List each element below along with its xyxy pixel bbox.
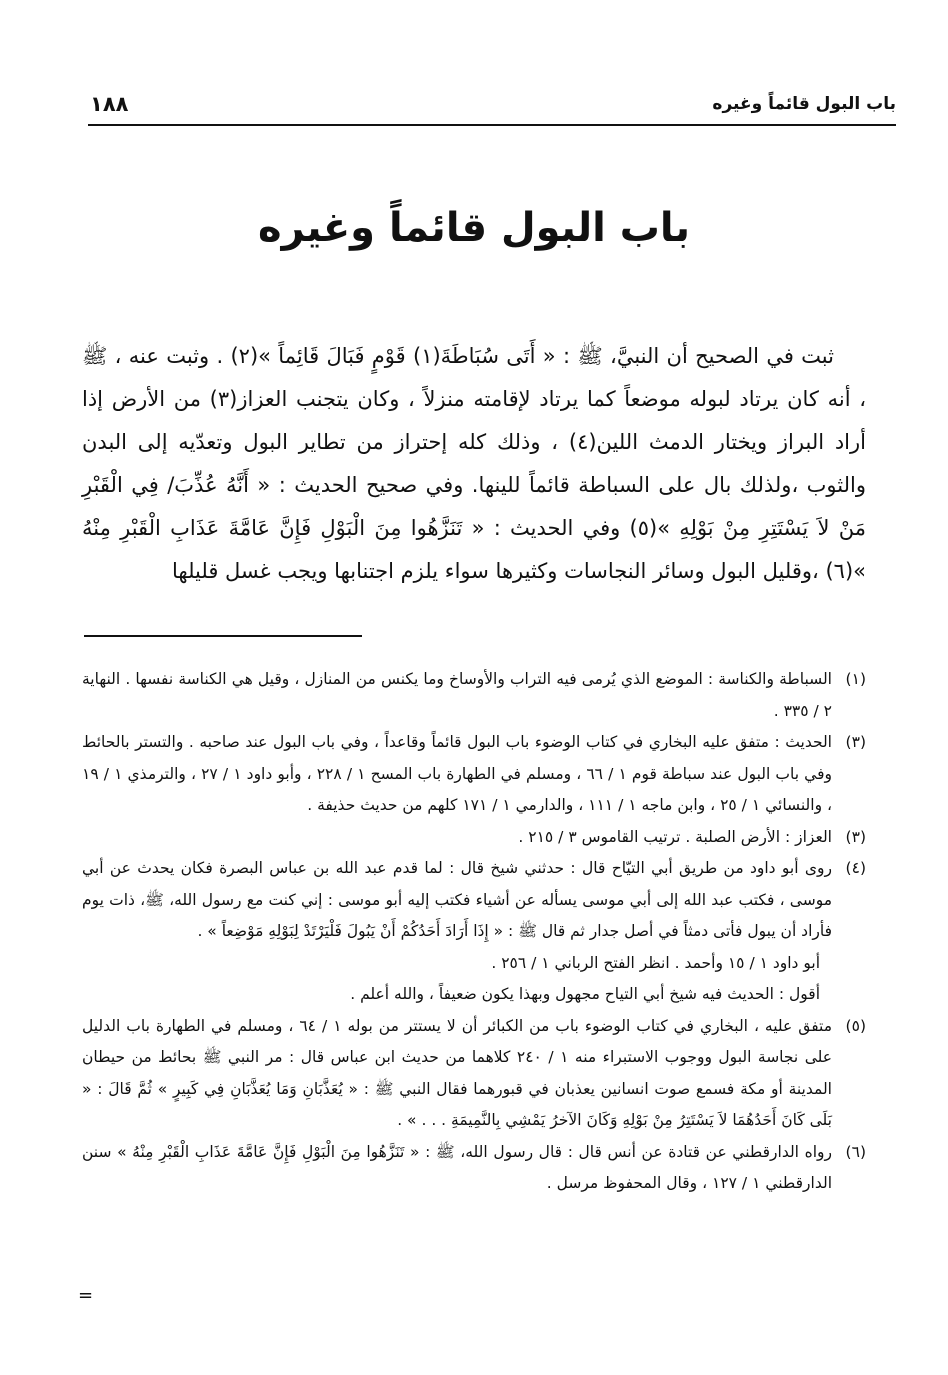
footnote-4-comment: [82, 979, 866, 1011]
page-header: [90, 92, 896, 122]
page-number: ١٨٨: [90, 92, 129, 116]
footnote-6: [82, 1137, 866, 1200]
footnote-text: أقول : الحديث فيه شيخ أبي التياح مجهول وبهذا يكون ضعيفاً ، والله أعلم .: [350, 985, 820, 1003]
footnote-text: متفق عليه ، البخاري في كتاب الوضوء باب من الكبائر أن لا يستتر من بوله ١ / ٦٤ ، ومسلم في الطهارة باب الدليل على نجاسة البول ووجوب الاستبراء منه ١ / ٢٤٠ كلاهما من حديث ابن عباس قال : مر النبي ﷺ بحائط من حيطان المدينة أو مكة فسمع صوت انسانين يعذبان في قبورهما فقال النبي ﷺ : « يُعَذَّبَانِ وَمَا يُعَذَّبَانِ فِي كَبِيرٍ » ثُمَّ قَالَ : « بَلَى كَانَ أَحَدُهُمَا لاَ يَسْتَتِرُ مِنْ بَوْلِهِ وَكَانَ الآخرُ يَمْشِي بِالنَّمِيمَةِ . . . » .: [82, 1016, 833, 1129]
header-divider: [88, 124, 896, 126]
footnote-number: (٣): [845, 733, 866, 751]
footnote-divider: [84, 635, 362, 637]
footnote-number: (٣): [845, 827, 866, 846]
footnote-4: [82, 853, 866, 948]
footnote-text: السباطة والكناسة : الموضع الذي يُرمى فيه التراب والأوساخ وما يكنس من المنازل ، وقيل هي الكناسة نفسها . النهاية ٢ / ٣٣٥ .: [82, 670, 832, 720]
footnote-text: روى أبو داود من طريق أبي التيّاح قال : حدثني شيخ قال : لما قدم عبد الله بن عباس البصرة فكان يحدث عن أبي موسى ، فكتب عبد الله إلى أبي موسى يسأله عن أشياء فكتب إليه أبو موسى : إني كنت مع رسول الله، ﷺ، ذات يوم فأراد أن يبول فأتى دمثاً في أصل جدار ثم قال ﷺ : « إِذَا أَرَادَ أَحَدُكُمْ أَنْ يَبُولَ فَلْيَرْتَدْ لِبَوْلِهِ مَوْضِعاً » .: [82, 859, 832, 940]
footnote-number: (٤): [845, 859, 866, 877]
footnote-2: [82, 727, 866, 822]
footnote-4-source: [82, 948, 866, 980]
footnote-number: (٥): [845, 1016, 866, 1035]
footnote-text: أبو داود ١ / ١٥ وأحمد . انظر الفتح الرباني ١ / ٢٥٦ .: [491, 953, 820, 972]
footnotes: [82, 664, 866, 1200]
footnote-text: الحديث : متفق عليه البخاري في كتاب الوضوء باب البول قائماً وقاعداً ، وفي باب البول عند صاحبه . والتستر بالحائط وفي باب البول عند سباطة قوم ١ / ٦٦ ، ومسلم في الطهارة باب المسح ١ / ٢٢٨ ، وأبو داود ١ / ٢٧ ، والترمذي ١ / ١٩ ، والنسائي ١ / ٢٥ ، وابن ماجه ١ / ١١١ ، والدارمي ١ / ١٧١ كلهم من حديث حذيفة .: [82, 733, 832, 814]
footnote-text: رواه الدارقطني عن قتادة عن أنس قال : قال رسول الله، ﷺ : « تَنَزَّهُوا مِنَ الْبَوْلِ فَإِنَّ عَامَّةَ عَذَابِ الْقَبْرِ مِنْهُ » سنن الدارقطني ١ / ١٢٧ ، وقال المحفوظ مرسل .: [82, 1142, 832, 1192]
footnote-number: (٦): [845, 1142, 866, 1161]
main-text: [82, 335, 866, 593]
footnote-5: [82, 1011, 866, 1137]
footnote-1: [82, 664, 866, 727]
footnote-number: (١): [845, 670, 866, 688]
running-title: باب البول قائماً وغيره: [712, 94, 896, 114]
footnote-text: العزاز : الأرض الصلبة . ترتيب القاموس ٣ / ٢١٥ .: [518, 827, 832, 846]
body-paragraph: ثبت في الصحيح أن النبيَّ، ﷺ : « أَتَى سُبَاطَةَ(١) قَوْمٍ فَبَالَ قَائِماً »(٢) . وثبت عنه ، ﷺ ، أنه كان يرتاد لبوله موضعاً كما يرتاد لإقامته منزلاً ، وكان يتجنب العزاز(٣) من الأرض إذا أراد البراز ويختار الدمث اللين(٤) ، وذلك كله إحتراز من تطاير البول وتعدّيه إلى البدن والثوب ،ولذلك بال على السباطة قائماً للينها. وفي صحيح الحديث : « أَنَّهُ عُذِّبَ/ فِي الْقَبْرِ مَنْ لاَ يَسْتَتِرِ مِنْ بَوْلِهِ »(٥) وفي الحديث : « تَنَزَّهُوا مِنَ الْبَوْلِ فَإِنَّ عَامَّةَ عَذَابِ الْقَبْرِ مِنْهُ »(٦) ،وقليل البول وسائر النجاسات وكثيرها سواء يلزم اجتنابها ويجب غسل قليلها: [82, 344, 866, 583]
margin-mark: =: [78, 1285, 94, 1306]
chapter-title: باب البول قائماً وغيره: [258, 205, 690, 251]
footnote-3: [82, 822, 866, 854]
